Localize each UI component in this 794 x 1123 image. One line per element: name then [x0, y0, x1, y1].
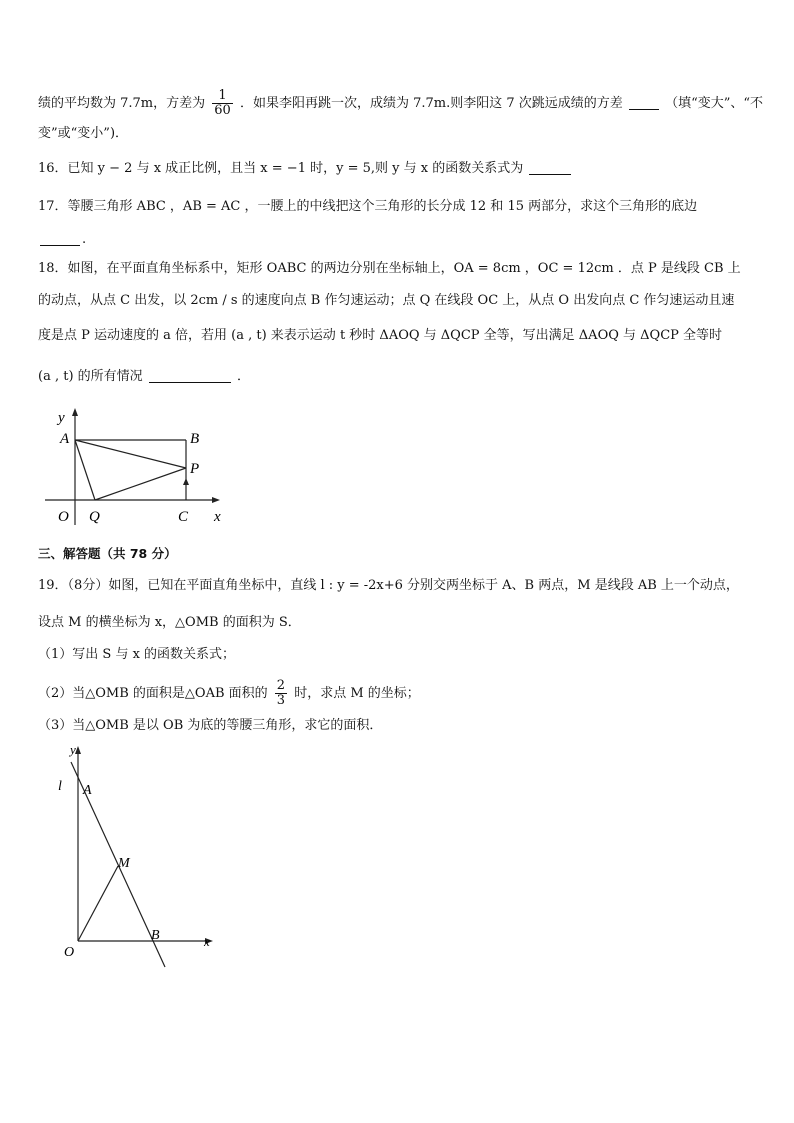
q15-line1 — [38, 89, 763, 118]
q19-part2 — [38, 679, 420, 708]
q15-line2: 变”或“变小”)． — [38, 126, 129, 141]
q18-segment-AP — [75, 440, 186, 468]
question-16 — [38, 159, 573, 179]
q19-label-M: M — [118, 856, 130, 871]
q18-line1: 18．如图，在平面直角坐标系中，矩形 OABC 的两边分别在坐标轴上，OA = 8cm ，OC = 12cm ．点 P 是线段 CB 上 — [38, 261, 741, 276]
q18-answer-blank — [149, 368, 231, 383]
q19-label-x: x — [204, 934, 210, 949]
q18-x-arrow-icon — [212, 497, 220, 503]
q18-label-x: x — [214, 509, 221, 525]
q16-text: 16．已知 y − 2 与 x 成正比例，且当 x = −1 时，y = 5,则 y 与 x 的函数关系式为 — [38, 161, 524, 176]
q19-fraction-denominator: 3 — [276, 693, 286, 708]
q15-text-a: 绩的平均数为 7.7m，方差为 — [38, 96, 206, 111]
q18-y-arrow-icon — [72, 408, 78, 416]
q19-part2-text-a: （2）当△OMB 的面积是△OAB 面积的 — [38, 686, 268, 701]
q17-answer-line: . — [38, 230, 86, 250]
q19-fraction — [275, 679, 287, 708]
q19-label-y: y — [70, 742, 76, 757]
q15-text-b: ．如果李阳再跳一次，成绩为 7.7m.则李阳这 7 次跳远成绩的方差 — [239, 96, 623, 111]
q18-line4 — [38, 367, 250, 387]
q18-label-O: O — [58, 509, 69, 525]
q19-label-O: O — [64, 945, 75, 960]
q15-answer-blank — [629, 95, 659, 110]
q18-figure — [40, 405, 230, 535]
q19-part1: （1）写出 S 与 x 的函数关系式； — [38, 647, 236, 662]
q19-part2-text-b: 时，求点 M 的坐标； — [294, 686, 420, 701]
q18-p-motion-arrow-icon — [183, 478, 189, 485]
q19-fraction-numerator: 2 — [276, 678, 286, 693]
q18-label-P: P — [190, 461, 200, 477]
q18-text-4: (a , t) 的所有情况 — [38, 369, 143, 384]
q19-segment-OM — [78, 866, 118, 941]
q18-label-A: A — [60, 431, 70, 447]
q15-fraction-numerator: 1 — [212, 89, 233, 104]
q19-y-arrow-icon — [75, 746, 81, 754]
q19-line2: 设点 M 的横坐标为 x，△OMB 的面积为 S． — [38, 615, 301, 630]
q18-label-Q: Q — [89, 509, 100, 525]
q15-fraction — [212, 89, 233, 118]
q18-label-y: y — [58, 410, 65, 426]
question-17: 17．等腰三角形 ABC ，AB = AC ，一腰上的中线把这个三角形的长分成 12 和 15 两部分，求这个三角形的底边 — [38, 199, 698, 214]
q18-line2: 的动点，从点 C 出发，以 2cm / s 的速度向点 B 作匀速运动；点 Q 在线段 OC 上，从点 O 出发向点 C 作匀速运动且速 — [38, 293, 735, 308]
q19-label-A: A — [83, 783, 92, 798]
q18-segment-QP — [95, 468, 186, 500]
q17-answer-blank — [40, 231, 80, 246]
q18-label-B: B — [190, 431, 200, 447]
q16-answer-blank — [529, 160, 571, 175]
q19-figure — [38, 742, 218, 970]
q19-label-B: B — [151, 928, 160, 943]
q19-part3: （3）当△OMB 是以 OB 为底的等腰三角形，求它的面积． — [38, 718, 383, 733]
q18-segment-AQ — [75, 440, 95, 500]
q19-line1: 19．（8分）如图，已知在平面直角坐标中，直线 l : y = -2x+6 分别交两坐标于 A、B 两点，M 是线段 AB 上一个动点， — [38, 578, 739, 593]
q18-line3: 度是点 P 运动速度的 a 倍，若用 (a , t) 来表示运动 t 秒时 ΔAOQ 与 ΔQCP 全等，写出满足 ΔAOQ 与 ΔQCP 全等时 — [38, 328, 723, 343]
q18-text-end: ． — [236, 369, 250, 384]
q19-label-l: l — [58, 779, 62, 794]
section-3-title: 三、解答题（共 78 分） — [38, 546, 177, 561]
q18-label-C: C — [178, 509, 189, 525]
q15-fraction-denominator: 60 — [214, 103, 231, 118]
q15-text-c: （填“变大”、“不 — [665, 96, 764, 111]
